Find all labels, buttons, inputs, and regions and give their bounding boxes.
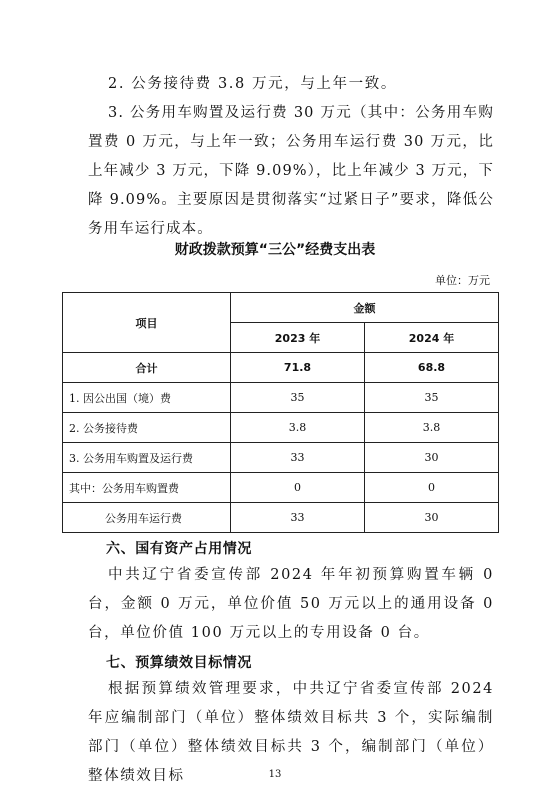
row-label: 其中：公务用车购置费 <box>63 473 231 503</box>
section-heading-performance: 七、预算绩效目标情况 <box>106 655 252 671</box>
row-value-2024: 35 <box>365 383 499 413</box>
row-value-2023: 35 <box>231 383 365 413</box>
header-year-2023: 2023 年 <box>231 323 365 353</box>
row-value-2023: 71.8 <box>231 353 365 383</box>
three-public-expenses-table <box>62 292 499 533</box>
row-label: 合计 <box>63 353 231 383</box>
table-row <box>63 383 499 413</box>
row-value-2023: 3.8 <box>231 413 365 443</box>
paragraph-hospitality-fee: 2. 公务接待费 3.8 万元，与上年一致。 <box>108 76 397 92</box>
table-row <box>63 353 499 383</box>
row-label: 3. 公务用车购置及运行费 <box>63 443 231 473</box>
table-title: 财政拨款预算“三公”经费支出表 <box>174 242 376 258</box>
table-header-row <box>63 293 499 323</box>
table-row <box>63 473 499 503</box>
row-label: 公务用车运行费 <box>63 503 231 533</box>
section-heading-assets: 六、国有资产占用情况 <box>106 541 252 557</box>
row-value-2023: 33 <box>231 443 365 473</box>
header-item: 项目 <box>63 293 231 353</box>
header-amount: 金额 <box>231 293 499 323</box>
paragraph-assets: 中共辽宁省委宣传部 2024 年年初预算购置车辆 0 台，金额 0 万元，单位价值 50 万元以上的通用设备 0 台，单位价值 100 万元以上的专用设备 0 台。 <box>88 567 494 641</box>
row-value-2023: 0 <box>231 473 365 503</box>
row-value-2024: 68.8 <box>365 353 499 383</box>
table-row <box>63 413 499 443</box>
table-unit: 单位：万元 <box>435 274 490 287</box>
row-value-2023: 33 <box>231 503 365 533</box>
row-value-2024: 30 <box>365 503 499 533</box>
row-value-2024: 30 <box>365 443 499 473</box>
row-value-2024: 0 <box>365 473 499 503</box>
page-number: 13 <box>268 769 282 780</box>
header-year-2024: 2024 年 <box>365 323 499 353</box>
paragraph-vehicle-fee: 3. 公务用车购置及运行费 30 万元（其中：公务用车购置费 0 万元，与上年一致；公务用车运行费 30 万元，比上年减少 3 万元，下降 9.09%），比上年减少 3 万元，下降 9.09%。主要原因是贯彻落实“过紧日子”要求，降低公务用车运行成本。 <box>88 105 494 237</box>
row-label: 2. 公务接待费 <box>63 413 231 443</box>
table-row <box>63 503 499 533</box>
paragraph-performance: 根据预算绩效管理要求，中共辽宁省委宣传部 2024 年应编制部门（单位）整体绩效目标共 3 个，实际编制部门（单位）整体绩效目标共 3 个，编制部门（单位）整体绩效目标 <box>88 681 494 784</box>
row-value-2024: 3.8 <box>365 413 499 443</box>
row-label: 1. 因公出国（境）费 <box>63 383 231 413</box>
table-row <box>63 443 499 473</box>
